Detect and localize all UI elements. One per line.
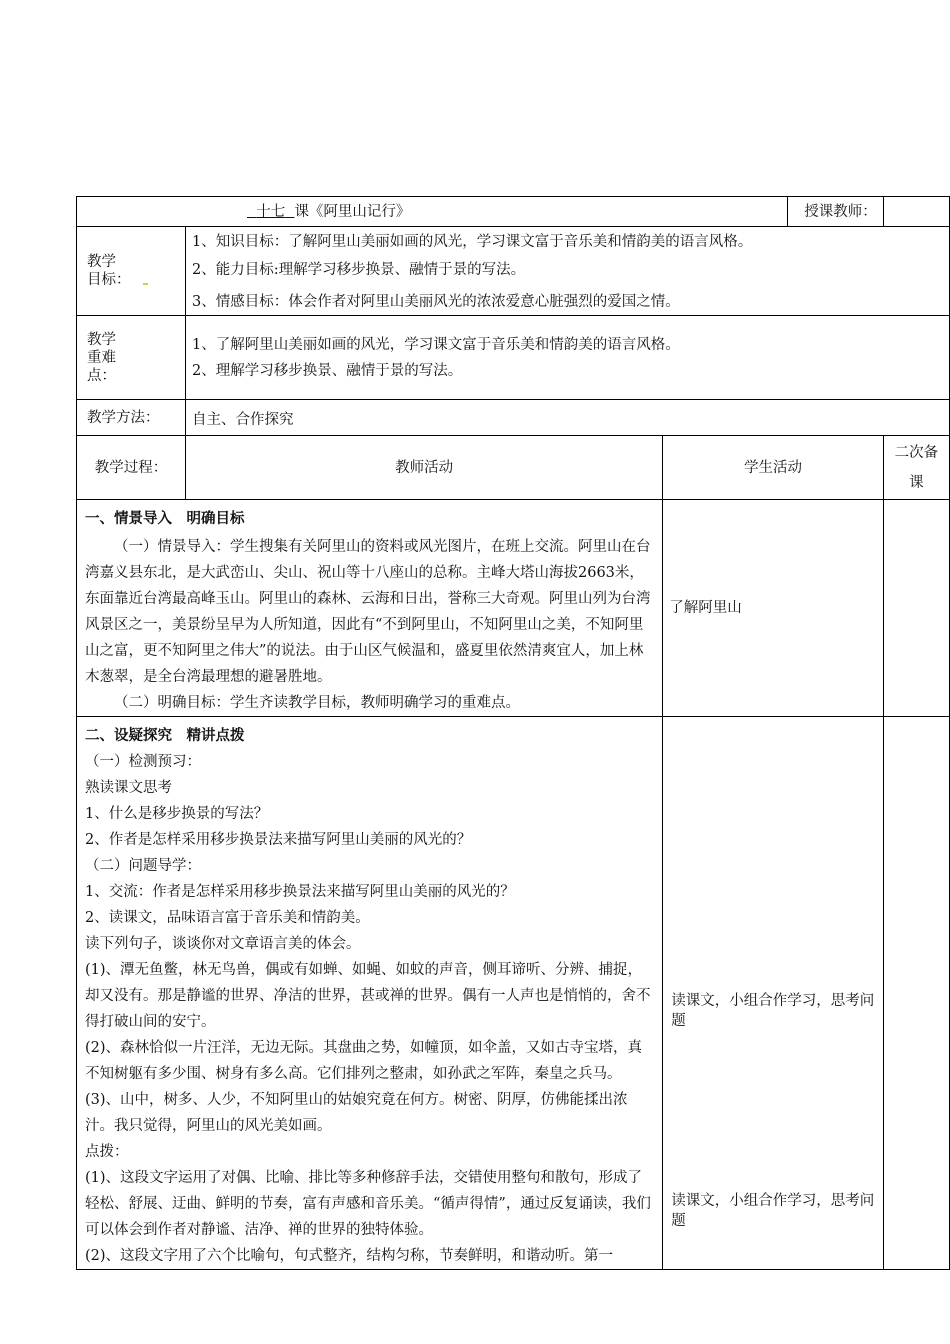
- student-activity-2: 读课文，小组合作学习，思考问题: [671, 1193, 875, 1229]
- objective-item: 2、能力目标:理解学习移步换景、融情于景的写法。: [192, 262, 526, 278]
- section2-tip: (2)、这段文字用了六个比喻句，句式整齐，结构匀称，节奏鲜明，和谐动听。第一: [85, 1248, 614, 1264]
- tip-label: 点拨：: [85, 1144, 129, 1160]
- section2-student-activity: [663, 717, 884, 1270]
- header-row: [77, 197, 950, 227]
- method-value: 自主、合作探究: [186, 400, 950, 436]
- section1-row: [77, 500, 950, 717]
- section2-line: 2、作者是怎样采用移步换景法来描写阿里山美丽的风光的？: [85, 832, 472, 848]
- section2-line: 熟读课文思考: [85, 780, 172, 796]
- section2-sentence: (1)、潭无鱼鳖，林无鸟兽，偶或有如蝉、如蝇、如蚊的声音，侧耳谛听、分辨、捕捉，却又没有。那是静谧的世界、净洁的世界，甚或禅的世界。偶有一人声也是悄悄的，舍不得打破山间的安宁。: [85, 962, 651, 1030]
- second-prep-header: 二次备 课: [883, 436, 949, 500]
- section2-content: [77, 717, 663, 1270]
- section2-line: （二）问题导学：: [85, 858, 201, 874]
- section2-second-prep: [883, 717, 949, 1270]
- objectives-content: [186, 227, 950, 316]
- student-activity-header: 学生活动: [663, 436, 884, 500]
- key-points-row: [77, 316, 950, 400]
- process-label: 教学过程：: [77, 436, 186, 500]
- section1-student-activity: 了解阿里山: [663, 500, 884, 717]
- section2-sentence: (3)、山中，树多、人少，不知阿里山的姑娘究竟在何方。树密、阴厚，仿佛能揉出浓汁。我只觉得，阿里山的风光美如画。: [85, 1092, 628, 1134]
- section1-para1: （一）情景导入：学生搜集有关阿里山的资料或风光图片，在班上交流。阿里山在台湾嘉义县东北，是大武峦山、尖山、祝山等十八座山的总称。主峰大塔山海拔2663米，东面靠近台湾最高峰玉山。阿里山的森林、云海和日出，誉称三大奇观。阿里山列为台湾风景区之一，美景纷呈早为人所知道，因此有“不到阿里山，不知阿里山之美，不知阿里山之富，更不知阿里之伟大”的说法。由于山区气候温和，盛夏里依然清爽宜人，加上林木葱翠，是全台湾最理想的避暑胜地。: [85, 539, 651, 685]
- teacher-activity-header: 教师活动: [186, 436, 663, 500]
- section1-second-prep: [883, 500, 949, 717]
- section2-sentence: (2)、森林恰似一片汪洋，无边无际。其盘曲之势，如幢顶，如伞盖，又如古寺宝塔，真不知树躯有多少围、树身有多么高。它们排列之整肃，如孙武之军阵，秦皇之兵马。: [85, 1040, 643, 1082]
- lesson-title-cell: [77, 197, 788, 227]
- method-label: 教学方法：: [77, 400, 186, 436]
- lesson-number: 十七: [256, 203, 286, 220]
- section1-para2: （二）明确目标：学生齐读教学目标，教师明确学习的重难点。: [114, 695, 520, 711]
- section1-title: 一、情景导入 明确目标: [85, 511, 245, 527]
- objectives-row: [77, 227, 950, 316]
- section2-line: 2、读课文，品味语言富于音乐美和情韵美。: [85, 910, 370, 926]
- section2-tip: (1)、这段文字运用了对偶、比喻、排比等多种修辞手法，交错使用整句和散句，形成了轻松、舒展、迂曲、鲜明的节奏，富有声感和音乐美。“循声得情”，通过反复诵读，我们可以体会到作者对静谧、洁净、禅的世界的独特体验。: [85, 1170, 651, 1238]
- objective-item: 3、情感目标：体会作者对阿里山美丽风光的浓浓爱意心脏强烈的爱国之情。: [192, 294, 680, 310]
- objectives-label: 教学 目标：: [77, 227, 186, 316]
- teacher-value: [883, 197, 949, 227]
- student-activity-1: 读课文，小组合作学习，思考问题: [671, 993, 875, 1029]
- method-row: [77, 400, 950, 436]
- section1-content: [77, 500, 663, 717]
- key-point-item: 2、理解学习移步换景、融情于景的写法。: [192, 362, 463, 379]
- key-point-item: 1、了解阿里山美丽如画的风光，学习课文富于音乐美和情韵美的语言风格。: [192, 336, 680, 353]
- section2-line: （一）检测预习：: [85, 754, 201, 770]
- process-header-row: [77, 436, 950, 500]
- section2-title: 二、设疑探究 精讲点拨: [85, 728, 245, 744]
- objective-item: 1、知识目标：了解阿里山美丽如画的风光，学习课文富于音乐美和情韵美的语言风格。: [192, 234, 753, 250]
- lesson-title: 课《阿里山记行》: [294, 203, 411, 220]
- teacher-label: 授课教师：: [788, 197, 884, 227]
- lesson-plan-table: [76, 196, 950, 1270]
- key-points-label: 教学 重难 点：: [77, 316, 186, 400]
- section2-row: [77, 717, 950, 1270]
- section2-line: 读下列句子，谈谈你对文章语言美的体会。: [85, 936, 361, 952]
- section2-line: 1、什么是移步换景的写法？: [85, 806, 269, 822]
- key-points-content: [186, 316, 950, 400]
- section2-line: 1、交流：作者是怎样采用移步换景法来描写阿里山美丽的风光的？: [85, 884, 515, 900]
